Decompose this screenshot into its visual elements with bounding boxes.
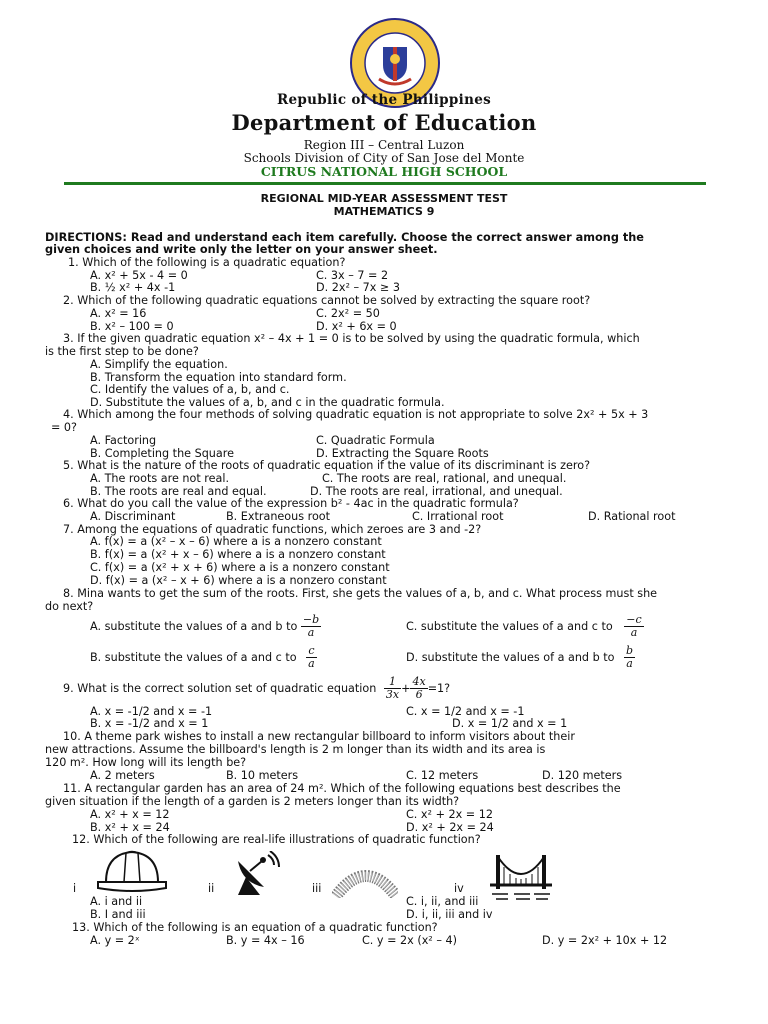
q7-option-c: C. f(x) = a (x² + x + 6) where a is a nonzero constant — [90, 561, 390, 574]
q12-label-iii: iii — [312, 882, 322, 895]
hard-hat-icon — [96, 848, 168, 894]
fraction-numerator: b — [626, 644, 634, 657]
q11-option-d: D. x² + 2x = 24 — [406, 821, 494, 834]
fraction-denominator: a — [308, 657, 315, 670]
q3-stem-2: is the first step to be done? — [45, 345, 199, 358]
q8-option-a-fraction — [301, 614, 321, 639]
q4-option-b: B. Completing the Square — [90, 447, 234, 460]
q13-option-b: B. y = 4x – 16 — [226, 934, 305, 947]
q8-option-a — [90, 614, 321, 639]
directions-line-1: DIRECTIONS: Read and understand each item carefully. Choose the correct answer among the — [45, 231, 644, 244]
q12-option-c: C. i, ii, and iii — [406, 895, 479, 908]
q9-option-b: B. x = -1/2 and x = 1 — [90, 717, 209, 730]
q11-option-c: C. x² + 2x = 12 — [406, 808, 493, 821]
q8-stem-1: 8. Mina wants to get the sum of the roots. First, she gets the values of a, b, and c. What process must she — [63, 587, 658, 600]
q3-stem-1: 3. If the given quadratic equation x² – 4x + 1 = 0 is to be solved by using the quadratic formula, which — [63, 332, 640, 345]
q6-option-a: A. Discriminant — [90, 510, 176, 523]
q10-option-b: B. 10 meters — [226, 769, 299, 782]
fraction-numerator: −c — [626, 613, 642, 626]
q12-option-a: A. i and ii — [90, 895, 143, 908]
q10-stem-2: new attractions. Assume the billboard's length is 2 m longer than its width and its area is — [45, 743, 546, 756]
q8-stem-2: do next? — [45, 600, 94, 613]
q13-option-a: A. y = 2ˣ — [90, 934, 140, 947]
q6-option-c: C. Irrational root — [412, 510, 504, 523]
fraction-numerator: −b — [302, 613, 320, 626]
slinky-spring-icon — [332, 864, 398, 898]
q8-option-c-fraction — [624, 614, 643, 639]
q5-option-b: B. The roots are real and equal. — [90, 485, 267, 498]
fraction-denominator: 6 — [415, 688, 423, 701]
q7-stem: 7. Among the equations of quadratic functions, which zeroes are 3 and -2? — [63, 523, 482, 536]
q12-option-d: D. i, ii, iii and iv — [406, 908, 493, 921]
q1-option-c: C. 3x – 7 = 2 — [316, 269, 389, 282]
q9-stem-text: 9. What is the correct solution set of quadratic equation — [63, 682, 377, 695]
q8-option-a-text: A. substitute the values of a and b to — [90, 620, 298, 633]
fraction-denominator: a — [626, 657, 633, 670]
q11-stem-1: 11. A rectangular garden has an area of 24 m². Which of the following equations best describes the — [63, 782, 621, 795]
q6-option-b: B. Extraneous root — [226, 510, 331, 523]
q3-option-d: D. Substitute the values of a, b, and c in the quadratic formula. — [90, 396, 445, 409]
q9-option-c: C. x = 1/2 and x = -1 — [406, 705, 525, 718]
q10-stem-3: 120 m². How long will its length be? — [45, 756, 247, 769]
q12-label-ii: ii — [208, 882, 215, 895]
q5-stem: 5. What is the nature of the roots of quadratic equation if the value of its discriminant is zero? — [63, 459, 591, 472]
q5-option-a: A. The roots are not real. — [90, 472, 230, 485]
q4-stem-1: 4. Which among the four methods of solving quadratic equation is not appropriate to solve 2x² + 5x + 3 — [63, 408, 649, 421]
q12-label-iv: iv — [454, 882, 464, 895]
q1-option-b: B. ½ x² + 4x -1 — [90, 281, 176, 294]
q7-option-b: B. f(x) = a (x² + x – 6) where a is a nonzero constant — [90, 548, 386, 561]
q9-plus: + — [401, 682, 411, 695]
fraction-denominator: a — [307, 626, 315, 639]
q4-stem-2: = 0? — [51, 421, 77, 434]
q5-option-c: C. The roots are real, rational, and unequal. — [322, 472, 567, 485]
q12-stem: 12. Which of the following are real-life illustrations of quadratic function? — [72, 833, 481, 846]
q1-option-a: A. x² + 5x - 4 = 0 — [90, 269, 188, 282]
q4-option-c: C. Quadratic Formula — [316, 434, 435, 447]
fraction-denominator: a — [630, 626, 638, 639]
q10-option-c: C. 12 meters — [406, 769, 479, 782]
q8-option-c — [406, 614, 644, 639]
q9-tail: =1? — [427, 682, 451, 695]
q10-option-d: D. 120 meters — [542, 769, 623, 782]
q12-label-i: i — [73, 882, 77, 895]
division-line: Schools Division of City of San Jose del Monte — [243, 151, 525, 165]
q10-option-a: A. 2 meters — [90, 769, 155, 782]
q13-option-c: C. y = 2x (x² – 4) — [362, 934, 457, 947]
q3-option-a: A. Simplify the equation. — [90, 358, 228, 371]
q3-option-b: B. Transform the equation into standard form. — [90, 371, 347, 384]
q13-option-d: D. y = 2x² + 10x + 12 — [542, 934, 668, 947]
fraction-numerator: 1 — [384, 676, 401, 689]
header-rule — [64, 182, 706, 185]
q6-stem: 6. What do you call the value of the expression b² - 4ac in the quadratic formula? — [63, 497, 519, 510]
q2-stem: 2. Which of the following quadratic equations cannot be solved by extracting the square root? — [63, 294, 591, 307]
q2-option-a: A. x² = 16 — [90, 307, 147, 320]
q9-option-d: D. x = 1/2 and x = 1 — [452, 717, 568, 730]
q7-option-a: A. f(x) = a (x² – x – 6) where a is a nonzero constant — [90, 535, 382, 548]
q13-stem: 13. Which of the following is an equation of a quadratic function? — [72, 921, 438, 934]
q2-option-d: D. x² + 6x = 0 — [316, 320, 397, 333]
suspension-bridge-icon — [490, 853, 552, 903]
q1-option-d: D. 2x² – 7x ≥ 3 — [316, 281, 400, 294]
fraction-numerator: 4x — [412, 675, 426, 688]
q2-option-c: C. 2x² = 50 — [316, 307, 380, 320]
q2-option-b: B. x² – 100 = 0 — [90, 320, 174, 333]
q9-fraction-2 — [410, 676, 427, 701]
fraction-denominator: 3x — [385, 688, 400, 701]
q10-stem-1: 10. A theme park wishes to install a new rectangular billboard to inform visitors about their — [63, 730, 575, 743]
q8-option-d-fraction — [624, 645, 635, 670]
directions-line-2: given choices and write only the letter on your answer sheet. — [45, 243, 438, 256]
department-name: Department of Education — [231, 110, 537, 135]
q9-stem — [63, 676, 450, 701]
q9-fraction-1 — [384, 676, 401, 701]
q1-stem: 1. Which of the following is a quadratic equation? — [68, 256, 346, 269]
q8-option-d — [406, 645, 635, 670]
satellite-dish-icon — [232, 851, 280, 897]
q3-option-c: C. Identify the values of a, b, and c. — [90, 383, 290, 396]
q8-option-b-text: B. substitute the values of a and c to — [90, 651, 297, 664]
q11-option-a: A. x² + x = 12 — [90, 808, 170, 821]
school-name: CITRUS NATIONAL HIGH SCHOOL — [260, 164, 508, 179]
q11-option-b: B. x² + x = 24 — [90, 821, 170, 834]
q11-stem-2: given situation if the length of a garden is 2 meters longer than its width? — [45, 795, 460, 808]
test-title: REGIONAL MID-YEAR ASSESSMENT TEST — [260, 192, 508, 205]
q8-option-c-text: C. substitute the values of a and c to — [406, 620, 613, 633]
q4-option-d: D. Extracting the Square Roots — [316, 447, 489, 460]
q7-option-d: D. f(x) = a (x² – x + 6) where a is a nonzero constant — [90, 574, 387, 587]
q8-option-b-fraction — [306, 645, 317, 670]
test-subject: MATHEMATICS 9 — [333, 205, 435, 218]
fraction-numerator: c — [306, 645, 317, 658]
q12-option-b: B. I and iii — [90, 908, 146, 921]
q4-option-a: A. Factoring — [90, 434, 157, 447]
q6-option-d: D. Rational root — [588, 510, 676, 523]
q8-option-d-text: D. substitute the values of a and b to — [406, 651, 615, 664]
q9-option-a: A. x = -1/2 and x = -1 — [90, 705, 213, 718]
region-line: Region III – Central Luzon — [303, 138, 465, 152]
republic-line: Republic of the Philippines — [277, 92, 491, 108]
q8-option-b — [90, 645, 317, 670]
q5-option-d: D. The roots are real, irrational, and unequal. — [310, 485, 563, 498]
